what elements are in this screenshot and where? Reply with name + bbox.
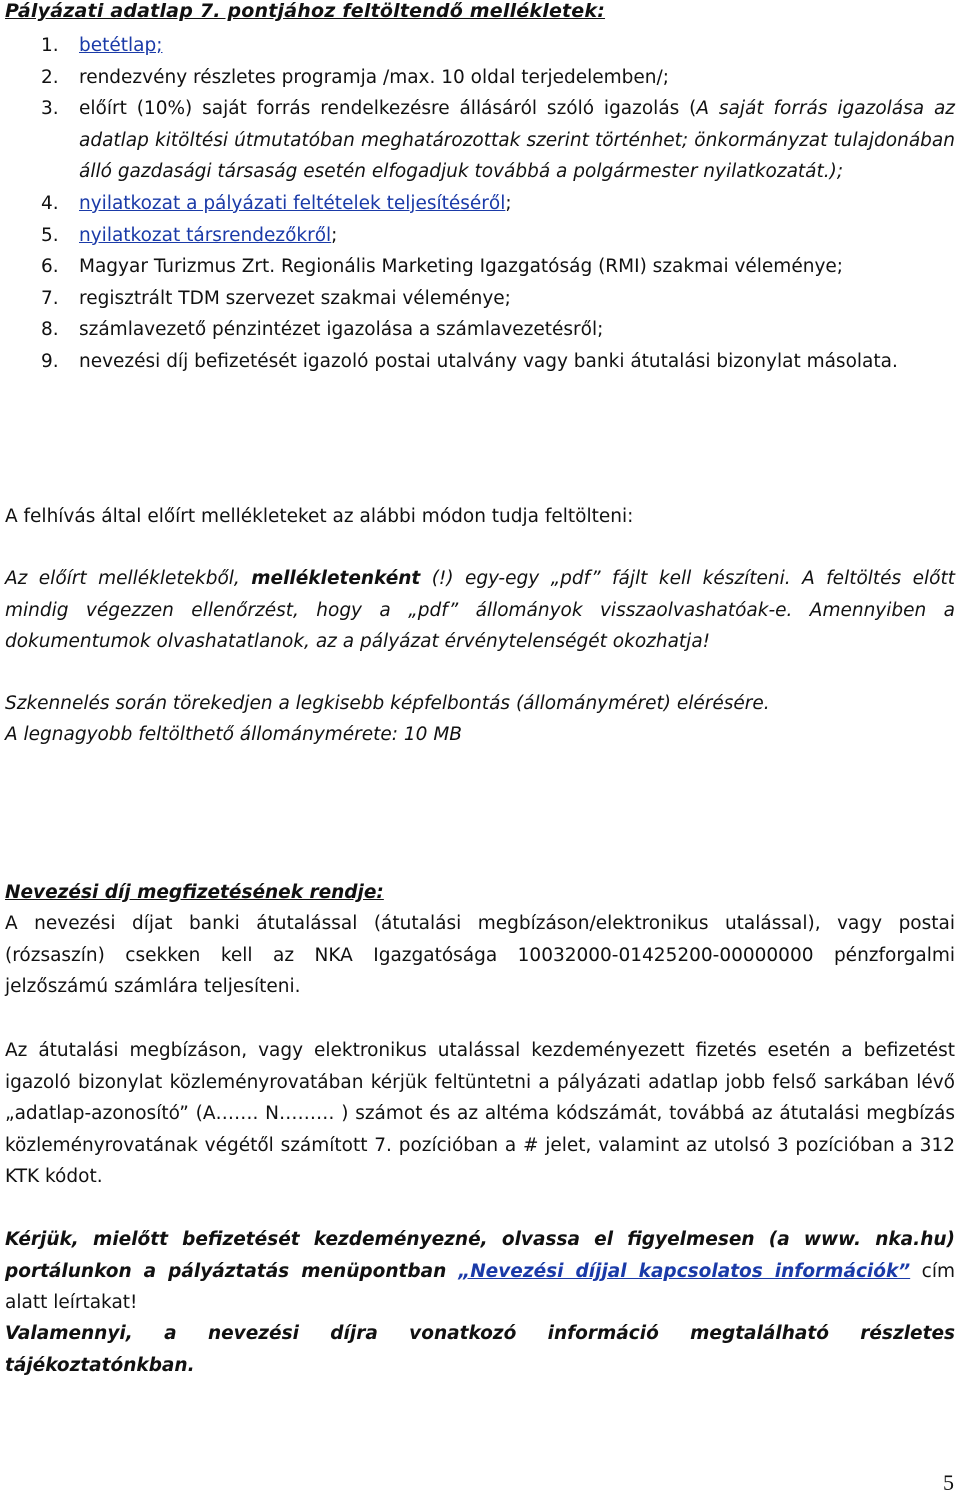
list-item-text: regisztrált TDM szervezet szakmai véleménye; — [79, 287, 511, 309]
upload-intro: A felhívás által előírt mellékleteket az alábbi módon tudja feltölteni: — [5, 506, 634, 527]
list-item-text: Magyar Turizmus Zrt. Regionális Marketing Igazgatóság (RMI) szakmai véleménye; — [79, 256, 844, 278]
scan-advice: Szkennelés során törekedjen a legkisebb képfelbontás (állományméret) elérésére. — [5, 693, 770, 714]
nyilatkozat-tarsrendezok-link[interactable]: nyilatkozat társrendezőkről — [79, 224, 332, 246]
fee-info-note: Valamennyi, a nevezési díjra vonatkozó információ megtalálható részletes tájékoztatónkban. — [5, 1323, 955, 1376]
upload-rules-paragraph — [5, 563, 955, 658]
list-item — [41, 346, 955, 378]
list-number: 3. — [41, 98, 59, 120]
fee-notice-text: Kérjük, mielőtt befizetését kezdeményezné, olvassa el figyelmesen (a www. nka.hu) portálunkon a pályáztatás menüpontban — [5, 1229, 955, 1282]
list-number: 8. — [41, 319, 59, 341]
list-item-suffix: ; — [331, 224, 338, 246]
fee-heading: Nevezési díj megfizetésének rendje: — [5, 882, 384, 903]
list-number: 1. — [41, 35, 59, 56]
list-item-text: számlavezető pénzintézet igazolása a számlavezetésről; — [79, 319, 604, 341]
list-item-text: nevezési díj befizetését igazoló postai utalvány vagy banki átutalási bizonylat másolata. — [79, 350, 898, 372]
fee-notice-text: cím alatt leírtakat! — [5, 1260, 955, 1313]
list-number: 6. — [41, 256, 59, 278]
fee-notice — [5, 1224, 955, 1319]
page-number: 5 — [943, 1470, 954, 1495]
fee-paragraph: Az átutalási megbízáson, vagy elektronikus utalással kezdeményezett fizetés esetén a befizetést igazoló bizonylat közleményrovatában kérjük feltüntetni a pályázati adatlap jobb felső sarkában lévő „adatlap-azonosító” (A……. N……… ) számot és az altéma kódszámát, továbbá az átutalási megbízás közleményrovatának végétől számított 7. pozícióban a # jelet, valamint az utolsó 3 pozícióban a 312 KTK kódot. — [5, 1040, 955, 1187]
list-item — [41, 93, 956, 188]
list-item-text: előírt (10%) saját forrás rendelkezésre állásáról szóló igazolás ( — [79, 98, 697, 120]
attachments-title: Pályázati adatlap 7. pontjához feltöltendő mellékletek: — [5, 0, 606, 22]
list-item — [41, 30, 955, 62]
list-item-note: A saját forrás igazolása az adatlap kitöltési útmutatóban meghatározottak szerint történhet; önkormányzat tulajdonában álló gazdasági társaság esetén elfogadjuk továbbá a polgármester nyilatkozatát.); — [79, 98, 956, 183]
list-item — [41, 283, 955, 315]
list-item-text: rendezvény részletes programja /max. 10 oldal terjedelemben/; — [79, 66, 669, 88]
list-item — [41, 251, 955, 283]
nyilatkozat-feltetelek-link[interactable]: nyilatkozat a pályázati feltételek teljesítéséről — [79, 192, 506, 214]
upload-rule-text: (!) egy-egy „pdf” fájlt kell készíteni. A feltöltés előtt mindig végezzen ellenőrzést, hogy a „pdf” állományok visszaolvashatóak-e. Amennyiben a dokumentumok olvashatatlanok, az a pályázat érvénytelenségét okozhatja! — [5, 568, 955, 652]
attachments-list — [0, 30, 955, 378]
upload-rule-emphasis: mellékletenként — [251, 568, 421, 589]
list-number: 9. — [41, 350, 59, 372]
betetlap-link[interactable]: betétlap; — [79, 35, 163, 56]
list-item — [41, 188, 955, 220]
list-item-suffix: ; — [505, 192, 512, 214]
list-item — [41, 62, 955, 94]
list-number: 7. — [41, 287, 59, 309]
max-file-size: A legnagyobb feltölthető állománymérete: 10 MB — [5, 724, 462, 745]
list-number: 4. — [41, 192, 59, 214]
list-number: 2. — [41, 66, 59, 88]
fee-paragraph: A nevezési díjat banki átutalással (átutalási megbízáson/elektronikus utalással), vagy postai (rózsaszín) csekken kell az NKA Igazgatósága 10032000-01425200-00000000 pénzforgalmi jelzőszámú számlára teljesíteni. — [5, 913, 955, 997]
list-item — [41, 220, 955, 252]
list-item — [41, 314, 955, 346]
list-number: 5. — [41, 224, 59, 246]
upload-rule-text: Az előírt mellékletekből, — [5, 568, 252, 589]
nevezesi-dij-info-link[interactable]: „Nevezési díjjal kapcsolatos információk” — [458, 1260, 911, 1282]
